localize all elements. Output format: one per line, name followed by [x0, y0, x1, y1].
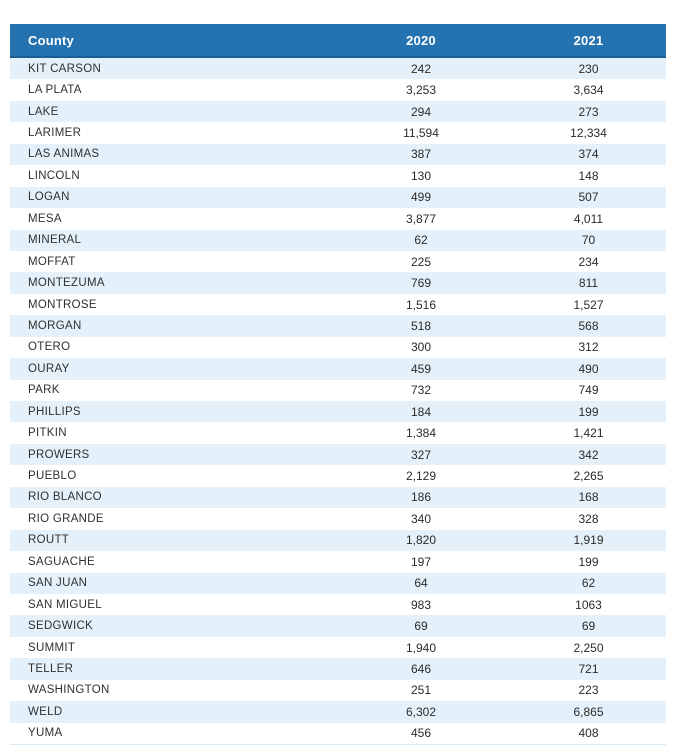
county-cell: SAN JUAN — [28, 577, 88, 590]
table-row — [10, 101, 666, 122]
county-cell: MONTEZUMA — [28, 277, 105, 290]
value-2021-cell: 408 — [578, 726, 599, 741]
value-2020-cell: 459 — [410, 361, 432, 376]
value-2021-cell: 1,919 — [573, 533, 604, 548]
value-2021-cell: 568 — [578, 318, 599, 333]
value-2020-cell: 130 — [410, 168, 432, 183]
county-cell: PROWERS — [28, 448, 90, 461]
table-row — [10, 272, 666, 293]
value-2021-cell: 69 — [581, 619, 596, 634]
value-2020-cell: 242 — [410, 61, 432, 76]
value-2020-cell: 1,940 — [405, 640, 437, 655]
table-row — [10, 637, 666, 658]
county-cell: MONTROSE — [28, 298, 97, 311]
column-header-2020: 2020 — [406, 32, 436, 48]
county-cell: LAS ANIMAS — [28, 148, 100, 161]
value-2021-cell: 199 — [578, 404, 599, 419]
value-2020-cell: 64 — [414, 576, 428, 591]
table-row — [10, 401, 666, 422]
county-data-table — [10, 24, 666, 745]
value-2021-cell: 1,421 — [573, 426, 604, 441]
county-cell: WASHINGTON — [28, 684, 110, 697]
value-2020-cell: 769 — [410, 276, 432, 291]
value-2021-cell: 199 — [578, 554, 599, 569]
value-2021-cell: 342 — [578, 447, 599, 462]
county-cell: LA PLATA — [28, 84, 82, 97]
value-2020-cell: 186 — [410, 490, 432, 505]
table-row — [10, 380, 666, 401]
value-2021-cell: 721 — [578, 661, 599, 676]
value-2020-cell: 6,302 — [405, 704, 437, 719]
table-row — [10, 701, 666, 722]
value-2020-cell: 62 — [414, 233, 428, 248]
table-row — [10, 723, 666, 744]
value-2021-cell: 62 — [581, 576, 596, 591]
table-row — [10, 422, 666, 443]
value-2020-cell: 1,820 — [405, 533, 437, 548]
value-2020-cell: 184 — [410, 404, 432, 419]
table-row — [10, 615, 666, 636]
value-2020-cell: 197 — [410, 554, 432, 569]
value-2021-cell: 1,527 — [573, 297, 604, 312]
table-row — [10, 530, 666, 551]
county-cell: MOFFAT — [28, 255, 76, 268]
value-2020-cell: 3,877 — [405, 211, 437, 226]
value-2021-cell: 1063 — [575, 597, 602, 612]
county-cell: MESA — [28, 212, 62, 225]
table-header-row — [10, 24, 666, 58]
value-2020-cell: 327 — [410, 447, 432, 462]
county-cell: SEDGWICK — [28, 620, 94, 633]
county-cell: RIO BLANCO — [28, 491, 102, 504]
county-cell: YUMA — [28, 727, 63, 740]
value-2020-cell: 300 — [410, 340, 432, 355]
table-row — [10, 508, 666, 529]
value-2020-cell: 3,253 — [405, 83, 437, 98]
value-2021-cell: 4,011 — [573, 211, 604, 226]
table-row — [10, 144, 666, 165]
value-2021-cell: 273 — [578, 104, 599, 119]
value-2020-cell: 340 — [410, 511, 432, 526]
county-cell: PHILLIPS — [28, 405, 81, 418]
value-2021-cell: 811 — [578, 276, 599, 291]
column-header-2021: 2021 — [573, 32, 604, 48]
county-cell: LAKE — [28, 105, 59, 118]
value-2021-cell: 328 — [578, 511, 599, 526]
county-cell: TELLER — [28, 662, 74, 675]
value-2020-cell: 225 — [410, 254, 432, 269]
value-2020-cell: 499 — [410, 190, 432, 205]
value-2020-cell: 983 — [410, 597, 432, 612]
county-cell: SAN MIGUEL — [28, 598, 102, 611]
table-row — [10, 187, 666, 208]
county-cell: KIT CARSON — [28, 62, 102, 75]
value-2020-cell: 646 — [410, 661, 432, 676]
county-cell: PARK — [28, 384, 60, 397]
value-2020-cell: 294 — [410, 104, 432, 119]
county-cell: OTERO — [28, 341, 71, 354]
table-row — [10, 294, 666, 315]
table-row — [10, 315, 666, 336]
value-2020-cell: 732 — [410, 383, 432, 398]
county-cell: SAGUACHE — [28, 555, 95, 568]
value-2020-cell: 387 — [410, 147, 432, 162]
table-row — [10, 594, 666, 615]
county-cell: PUEBLO — [28, 470, 77, 483]
table-row — [10, 208, 666, 229]
value-2021-cell: 148 — [578, 168, 599, 183]
county-cell: PITKIN — [28, 427, 67, 440]
value-2020-cell: 11,594 — [403, 126, 439, 141]
county-cell: LARIMER — [28, 127, 82, 140]
value-2020-cell: 456 — [410, 726, 432, 741]
county-cell: WELD — [28, 705, 63, 718]
value-2021-cell: 6,865 — [573, 704, 604, 719]
county-cell: LOGAN — [28, 191, 70, 204]
table-row — [10, 658, 666, 679]
value-2021-cell: 749 — [578, 383, 599, 398]
value-2021-cell: 374 — [578, 147, 599, 162]
value-2021-cell: 2,250 — [573, 640, 604, 655]
county-cell: MINERAL — [28, 234, 82, 247]
table-row — [10, 487, 666, 508]
value-2020-cell: 2,129 — [405, 469, 437, 484]
table-row — [10, 680, 666, 701]
county-cell: ROUTT — [28, 534, 70, 547]
value-2020-cell: 1,516 — [405, 297, 437, 312]
table-row — [10, 58, 666, 79]
value-2020-cell: 69 — [414, 619, 428, 634]
value-2021-cell: 168 — [578, 490, 599, 505]
value-2020-cell: 1,384 — [405, 426, 437, 441]
value-2021-cell: 230 — [578, 61, 599, 76]
table-row — [10, 358, 666, 379]
table-row — [10, 122, 666, 143]
value-2021-cell: 507 — [578, 190, 599, 205]
value-2021-cell: 3,634 — [573, 83, 604, 98]
table-row — [10, 551, 666, 572]
value-2020-cell: 251 — [410, 683, 432, 698]
county-cell: RIO GRANDE — [28, 512, 104, 525]
table-row — [10, 251, 666, 272]
table-row — [10, 444, 666, 465]
table-row — [10, 79, 666, 100]
value-2021-cell: 12,334 — [570, 126, 607, 141]
table-body — [10, 58, 666, 744]
value-2020-cell: 518 — [410, 318, 432, 333]
county-cell: MORGAN — [28, 319, 82, 332]
county-cell: SUMMIT — [28, 641, 76, 654]
value-2021-cell: 2,265 — [573, 469, 604, 484]
value-2021-cell: 490 — [578, 361, 599, 376]
value-2021-cell: 312 — [578, 340, 599, 355]
value-2021-cell: 70 — [581, 233, 596, 248]
column-header-county: County — [28, 32, 74, 48]
table-row — [10, 165, 666, 186]
table-row — [10, 230, 666, 251]
county-cell: OURAY — [28, 362, 70, 375]
table-row — [10, 465, 666, 486]
county-cell: LINCOLN — [28, 169, 80, 182]
table-row — [10, 337, 666, 358]
table-row — [10, 573, 666, 594]
value-2021-cell: 234 — [578, 254, 599, 269]
value-2021-cell: 223 — [578, 683, 599, 698]
